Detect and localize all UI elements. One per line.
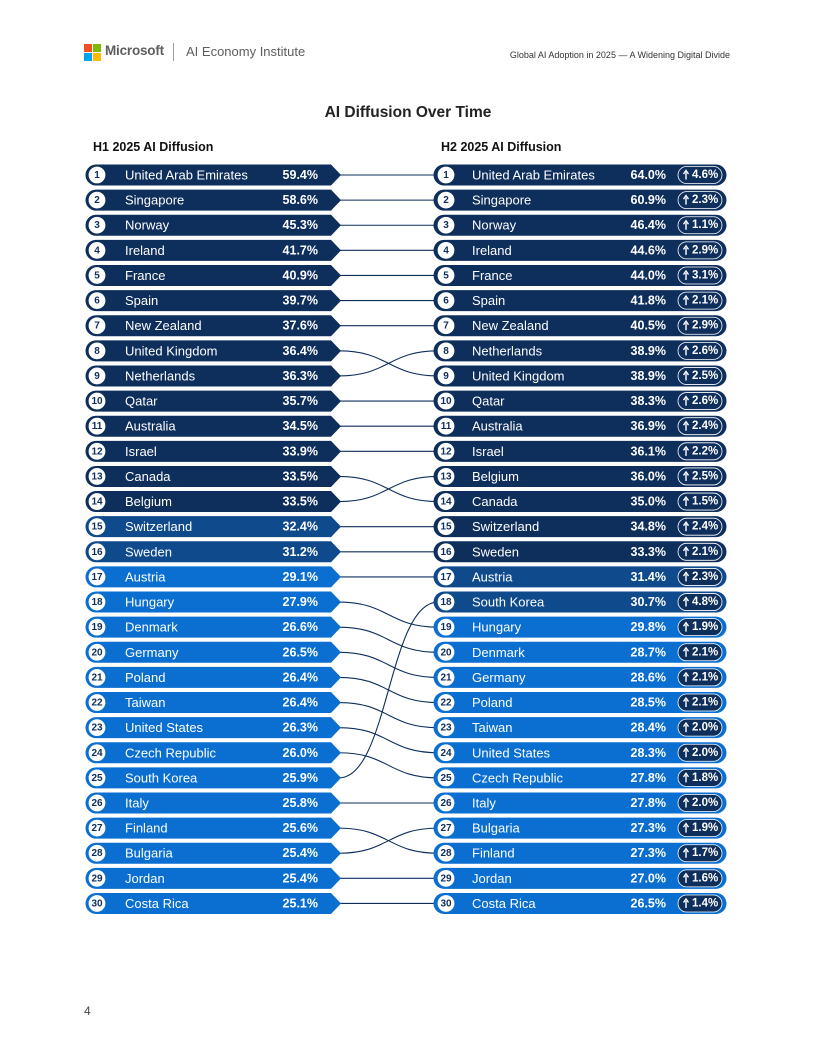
h2-value-label: 34.8% [630,519,666,534]
rank-number: 14 [91,496,103,508]
change-value-label: 1.9% [692,621,719,634]
rank-number: 25 [440,772,452,784]
rank-number: 7 [443,320,449,332]
h2-country-label: Germany [472,669,526,685]
change-value-label: 2.4% [692,520,719,533]
rank-number: 24 [440,747,452,759]
h2-value-label: 36.1% [630,444,666,459]
change-value-label: 1.5% [692,495,719,508]
h1-value-label: 26.3% [282,720,318,735]
rank-number: 3 [443,220,449,232]
rank-number: 4 [94,245,100,257]
rank-number: 8 [443,345,449,357]
h1-country-label: Netherlands [125,368,196,384]
rank-connector [339,627,438,652]
change-value-label: 2.6% [692,344,719,357]
h2-row [434,592,727,613]
h2-value-label: 41.8% [630,293,666,308]
h2-value-label: 60.9% [630,193,666,208]
h2-row [434,215,727,236]
rank-number: 5 [94,270,100,282]
h2-row [434,441,727,462]
h2-value-label: 27.0% [630,871,666,886]
h1-country-label: France [125,267,166,283]
rank-number: 3 [94,220,100,232]
h2-row [434,466,727,487]
rank-number: 12 [440,446,452,458]
h1-row [86,566,342,587]
rank-number: 18 [91,597,103,609]
h2-value-label: 28.3% [630,745,666,760]
change-value-label: 1.6% [692,872,719,885]
change-value-label: 2.2% [692,445,719,458]
institute-name: AI Economy Institute [186,44,306,59]
change-value-label: 2.9% [692,319,719,332]
change-value-label: 2.0% [692,746,719,759]
h2-country-label: South Korea [472,594,545,610]
rank-number: 30 [440,898,452,910]
h2-country-label: United Arab Emirates [472,167,595,183]
rank-connector [339,703,438,728]
rank-number: 4 [443,245,449,257]
h2-country-label: Hungary [472,619,522,635]
h1-value-label: 41.7% [282,243,318,258]
change-value-label: 2.5% [692,369,719,382]
rank-number: 29 [440,873,452,885]
h2-value-label: 44.6% [630,243,666,258]
h1-country-label: Costa Rica [125,895,189,911]
change-value-label: 2.3% [692,570,719,583]
h2-row [434,315,727,336]
change-value-label: 1.1% [692,219,719,232]
h2-row [434,843,727,864]
change-value-label: 1.4% [692,897,719,910]
h1-value-label: 31.2% [282,544,318,559]
rank-number: 16 [91,546,103,558]
h2-country-label: New Zealand [472,318,549,334]
h2-country-label: Singapore [472,192,532,208]
h2-country-label: Ireland [472,242,512,258]
rank-number: 20 [440,647,452,659]
rank-number: 23 [91,722,103,734]
h1-country-label: Denmark [125,619,178,635]
h2-country-label: Belgium [472,468,519,484]
h1-country-label: Switzerland [125,519,193,535]
change-value-label: 1.9% [692,822,719,835]
h1-country-label: Norway [125,217,170,233]
h2-row [434,491,727,512]
change-value-label: 2.1% [692,545,719,558]
h1-row [86,340,342,361]
h1-value-label: 33.9% [282,444,318,459]
h2-country-label: Taiwan [472,720,513,736]
h2-row [434,868,727,889]
h1-country-label: Bulgaria [125,845,173,861]
h1-country-label: Ireland [125,242,165,258]
h1-value-label: 36.3% [282,368,318,383]
h1-country-label: Spain [125,293,159,309]
h1-row [86,240,342,261]
chart-title: AI Diffusion Over Time [324,104,492,121]
h1-value-label: 25.4% [282,846,318,861]
h1-row [86,667,342,688]
change-value-label: 3.1% [692,269,719,282]
h2-value-label: 29.8% [630,620,666,635]
rank-number: 19 [440,622,452,634]
h2-row [434,541,727,562]
h2-value-label: 64.0% [630,168,666,182]
h2-value-label: 26.5% [630,896,666,911]
rank-number: 17 [91,571,103,583]
h1-value-label: 32.4% [282,519,318,534]
h1-value-label: 33.5% [282,469,318,484]
rank-number: 2 [94,195,100,207]
rank-number: 11 [91,421,103,433]
rank-connector [339,753,438,778]
h1-country-label: Taiwan [125,695,166,711]
h2-value-label: 44.0% [630,268,666,283]
h2-row [434,566,727,587]
h1-country-label: United Kingdom [125,343,218,359]
rank-number: 19 [91,622,103,634]
h2-value-label: 30.7% [630,595,666,610]
h1-row [86,843,342,864]
rank-number: 8 [94,345,100,357]
rank-number: 28 [440,848,452,860]
h1-row [86,290,342,311]
rank-number: 26 [91,798,103,809]
rank-number: 28 [91,848,103,860]
h2-value-label: 36.9% [630,419,666,434]
h1-value-label: 26.4% [282,695,318,710]
h1-column-label: H1 2025 AI Diffusion [93,140,214,154]
h2-value-label: 27.3% [630,821,666,836]
h2-value-label: 28.4% [630,720,666,735]
rank-number: 29 [91,873,103,885]
rank-number: 10 [440,396,452,408]
h2-value-label: 33.3% [630,544,666,559]
rank-number: 7 [94,320,100,332]
h1-value-label: 36.4% [282,343,318,358]
rank-number: 5 [443,270,449,282]
h1-country-label: Germany [125,644,179,660]
h1-row [86,541,342,562]
h1-country-label: Finland [125,820,168,836]
h2-country-label: Jordan [472,870,512,886]
h2-value-label: 27.8% [630,796,666,810]
rank-number: 21 [91,672,103,684]
h1-row [86,742,342,763]
h2-row [434,893,727,914]
h2-country-label: Netherlands [472,343,543,359]
rank-number: 16 [440,546,452,558]
rank-number: 24 [91,747,103,759]
h2-row [434,717,727,738]
rank-number: 13 [91,471,103,483]
h1-country-label: Austria [125,569,166,585]
h2-country-label: Norway [472,217,517,233]
rank-number: 1 [443,170,449,181]
change-value-label: 2.0% [692,797,719,809]
rank-number: 6 [443,295,449,307]
h2-row [434,767,727,788]
h1-row [86,617,342,638]
rank-number: 27 [440,823,452,835]
h1-country-label: Czech Republic [125,745,217,761]
h2-country-label: Costa Rica [472,895,536,911]
h2-country-label: Spain [472,293,506,309]
h1-value-label: 26.0% [282,745,318,760]
document-title: Global AI Adoption in 2025 — A Widening Digital Divide [509,50,730,60]
h1-value-label: 25.4% [282,871,318,886]
change-value-label: 2.9% [692,244,719,257]
h1-value-label: 29.1% [282,569,318,584]
h1-row [86,165,342,186]
rank-number: 11 [440,421,452,433]
rank-number: 25 [91,772,103,784]
rank-number: 13 [440,471,452,483]
h1-country-label: Sweden [125,544,172,560]
h2-value-label: 38.9% [630,368,666,383]
h2-country-label: Israel [472,443,504,459]
h2-value-label: 40.5% [630,318,666,333]
change-value-label: 2.1% [692,294,719,307]
h1-value-label: 35.7% [282,394,318,409]
rank-connector [339,602,438,627]
h2-country-label: Denmark [472,644,525,660]
h1-row [86,416,342,437]
h1-country-label: Singapore [125,192,185,208]
h1-country-label: South Korea [125,770,198,786]
h1-country-label: United Arab Emirates [125,167,248,183]
rank-number: 2 [443,195,449,207]
h2-row [434,617,727,638]
h1-row [86,717,342,738]
h1-row [86,868,342,889]
change-value-label: 4.8% [692,596,719,609]
h1-row [86,818,342,839]
h2-country-label: Qatar [472,393,505,409]
h1-value-label: 59.4% [282,168,318,182]
h1-country-label: Poland [125,669,166,685]
h1-value-label: 37.6% [282,318,318,333]
h2-column-label: H2 2025 AI Diffusion [441,140,562,154]
h2-country-label: United Kingdom [472,368,565,384]
rank-number: 9 [94,370,100,382]
h1-row [86,592,342,613]
change-value-label: 2.1% [692,696,719,709]
h2-value-label: 28.6% [630,670,666,685]
h2-value-label: 36.0% [630,469,666,484]
h2-value-label: 28.7% [630,645,666,660]
h1-value-label: 58.6% [282,193,318,208]
h1-value-label: 39.7% [282,293,318,308]
h1-country-label: Hungary [125,594,175,610]
h2-country-label: Finland [472,845,515,861]
rank-number: 26 [440,798,452,809]
rank-number: 1 [94,170,100,181]
h2-row [434,793,727,814]
rank-number: 30 [91,898,103,910]
h2-value-label: 38.3% [630,394,666,409]
h2-value-label: 46.4% [630,218,666,233]
h1-country-label: Qatar [125,393,158,409]
h1-country-label: Jordan [125,870,165,886]
h2-row [434,692,727,713]
h2-country-label: Czech Republic [472,770,564,786]
h2-row [434,190,727,211]
h1-value-label: 34.5% [282,419,318,434]
rank-number: 15 [91,521,103,533]
rank-number: 20 [91,647,103,659]
rank-number: 15 [440,521,452,533]
h2-row [434,290,727,311]
h1-value-label: 25.8% [282,796,318,810]
h1-row [86,315,342,336]
h1-value-label: 26.6% [282,620,318,635]
h2-row [434,416,727,437]
h1-country-label: New Zealand [125,318,202,334]
h1-row [86,391,342,412]
h1-row [86,265,342,286]
h2-value-label: 27.8% [630,770,666,785]
h1-row [86,893,342,914]
change-value-label: 2.4% [692,420,719,433]
h2-country-label: Bulgaria [472,820,520,836]
h2-value-label: 27.3% [630,846,666,861]
rank-number: 10 [91,396,103,408]
h2-value-label: 35.0% [630,494,666,509]
h1-row [86,190,342,211]
rank-number: 21 [440,672,452,684]
change-value-label: 2.3% [692,194,719,207]
rank-number: 23 [440,722,452,734]
rank-connector [339,652,438,677]
h1-country-label: Italy [125,795,149,811]
h2-row [434,516,727,537]
h2-country-label: Canada [472,494,518,510]
rank-number: 9 [443,370,449,382]
change-value-label: 2.6% [692,395,719,408]
change-value-label: 1.8% [692,771,719,784]
rank-connector [339,351,438,376]
h1-country-label: Canada [125,468,171,484]
h2-country-label: Australia [472,418,523,434]
h1-row [86,793,342,814]
rank-number: 22 [91,697,103,709]
h2-value-label: 28.5% [630,695,666,710]
h2-row [434,742,727,763]
h2-row [434,365,727,386]
h1-row [86,516,342,537]
h2-row [434,340,727,361]
rank-connector [339,476,438,501]
h2-row [434,240,727,261]
h2-country-label: Poland [472,695,513,711]
rank-connector [339,728,438,753]
h1-value-label: 25.9% [282,770,318,785]
rank-connector [339,828,438,853]
h1-row [86,365,342,386]
h1-country-label: United States [125,720,204,736]
change-value-label: 2.1% [692,646,719,659]
h2-country-label: United States [472,745,551,761]
h1-country-label: Belgium [125,494,172,510]
rank-number: 22 [440,697,452,709]
h2-value-label: 31.4% [630,569,666,584]
rank-number: 17 [440,571,452,583]
h1-value-label: 26.5% [282,645,318,660]
h1-value-label: 25.1% [282,896,318,911]
change-value-label: 2.0% [692,721,719,734]
h1-country-label: Australia [125,418,176,434]
h2-country-label: Austria [472,569,513,585]
h1-row [86,441,342,462]
rank-number: 27 [91,823,103,835]
h2-row [434,667,727,688]
h2-country-label: France [472,267,513,283]
h1-value-label: 26.4% [282,670,318,685]
rank-number: 12 [91,446,103,458]
rank-number: 14 [440,496,452,508]
h1-row [86,642,342,663]
h2-row [434,265,727,286]
h1-row [86,466,342,487]
h2-row [434,818,727,839]
h1-row [86,767,342,788]
page-number: 4 [84,1004,91,1018]
rank-number: 18 [440,597,452,609]
h1-country-label: Israel [125,443,157,459]
h2-value-label: 38.9% [630,343,666,358]
change-value-label: 1.7% [692,847,719,860]
brand-name: Microsoft [105,43,164,58]
h2-row [434,165,727,186]
connector-group [339,175,438,903]
h1-value-label: 27.9% [282,595,318,610]
h2-country-label: Sweden [472,544,519,560]
h1-row [86,491,342,512]
h1-value-label: 40.9% [282,268,318,283]
h1-row [86,215,342,236]
change-value-label: 2.5% [692,470,719,483]
h2-country-label: Switzerland [472,519,540,535]
h1-value-label: 25.6% [282,821,318,836]
h1-value-label: 45.3% [282,218,318,233]
change-value-label: 4.6% [692,169,719,181]
rank-number: 6 [94,295,100,307]
h1-value-label: 33.5% [282,494,318,509]
change-value-label: 2.1% [692,671,719,684]
h2-row [434,391,727,412]
h2-country-label: Italy [472,795,496,811]
h2-row [434,642,727,663]
h1-row [86,692,342,713]
